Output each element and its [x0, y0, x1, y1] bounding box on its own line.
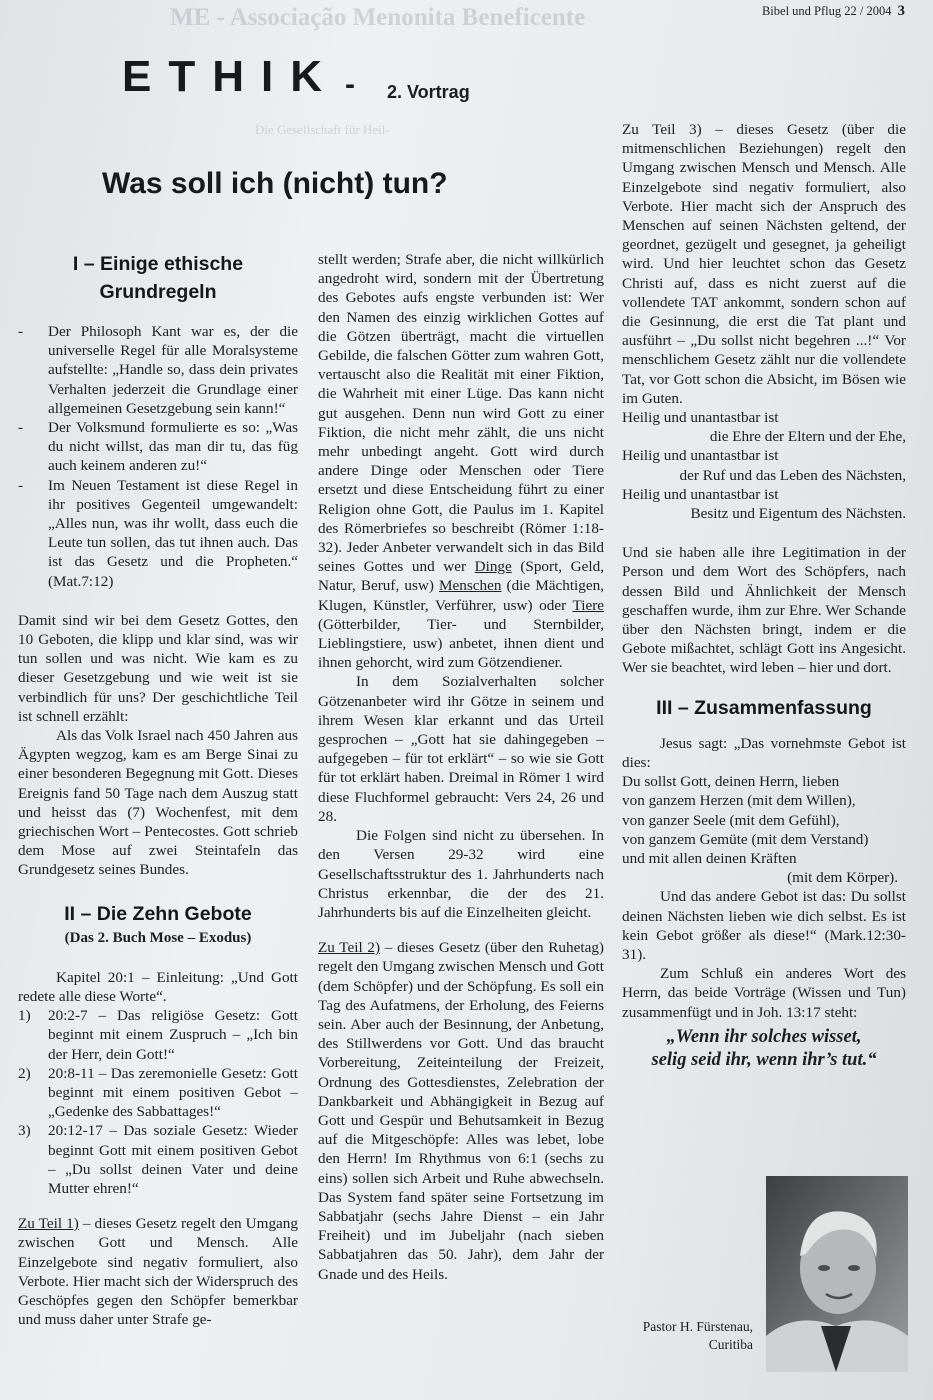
list-item: - Im Neuen Testament ist diese Regel in ihr positives Gegenteil umgewandelt: „Alles nun, was ihr wollt, dass euch die Leute tun sollen, das tut ihnen auch. Das ist das Gesetz und die Propheten.“ (Mat.7:12)	[18, 476, 298, 590]
paragraph: Jesus sagt: „Das vornehmste Gebot ist dies:	[622, 734, 906, 771]
paragraph: Die Folgen sind nicht zu übersehen. In den Versen 29-32 wird eine Gesellschaftsstruktur des 1. Jahrhunderts nach Christus erkennbar, die der des 21. Jahrhunderts bis auf die Einzelheiten gleicht.	[318, 827, 604, 921]
column-2	[318, 250, 604, 1284]
paragraph: stellt werden; Strafe aber, die nicht willkürlich angedroht wird, sondern mit der Übertretung des Gebotes aufs engste verbunden ist: Wer den Namen des einzig wirklichen Gottes auf die Götzen überträgt, macht die virtuellen Gebilde, die falschen Götter zum wahren Gott, vertauscht also die Realität mit einer Fiktion, die Wahrheit mit einer Lüge. Das kann nicht gut ausgehen. Denn nun wird Gott zu einer Fiktion, die nicht mehr zählt, die uns nicht mehr unbedingt angeht. Gott wird durch andere Dinge oder Menschen oder Tiere ersetzt und diese Entscheidung führt zu einer Religion ohne Gott, die Paulus im 1. Kapitel des Römerbriefes so beschreibt (Römer 1:18-32). Jeder Anbeter verwandelt sich in das Bild seines Gottes und wer Dinge (Sport, Geld, Natur, Beruf, usw) Menschen (die Mächtigen, Klugen, Künstler, Verführer, usw) oder Tiere (Götterbilder, Tier- und Sternbilder, Lieblingstiere, usw) anbetet, ihnen dient und ihnen gehorcht, wird zum Götzendiener.	[318, 251, 604, 672]
holy-line: Heilig und unantastbar ist	[622, 409, 779, 427]
quote-line: „Wenn ihr solches wisset,	[666, 1026, 862, 1047]
kicker-dash: -	[345, 68, 355, 101]
lecture-number: 2. Vortrag	[387, 82, 470, 102]
caption-city: Curitiba	[708, 1337, 753, 1352]
holy-line-indent: Besitz und Eigentum des Nächsten.	[690, 505, 906, 523]
paragraph: Zu Teil 1) – dieses Gesetz regelt den Umgang zwischen Gott und Mensch. Alle Einzelgebote sind negativ formuliert, also Verbote. Hier macht sich der Widerspruch des Geschöpfes gegen den Schöpfer bemerkbar und muss daher unter Strafe ge-	[18, 1215, 298, 1329]
commandments-list	[18, 1006, 298, 1198]
list-item: - Der Philosoph Kant war es, der die universelle Regel für alle Moralsysteme aufstellte: „Handle so, dass dein privates Verhalten jederzeit die Grundlage einer allgemeinen Gesetzgebung sein kann!“	[18, 323, 298, 417]
list-item: 3) 20:12-17 – Das soziale Gesetz: Wieder beginnt Gott mit einem positiven Gebot – „Du sollst deinen Vater und deine Mutter ehren!“	[18, 1122, 298, 1197]
part-label: Zu Teil 1)	[18, 1215, 79, 1233]
section-heading-3: III – Zusammenfassung	[656, 696, 872, 719]
paragraph: Zu Teil 2) – dieses Gesetz (über den Ruhetag) regelt den Umgang zwischen Mensch und Gott (dem Schöpfer) und der Schöpfung. Es soll ein Tag des Aufatmens, der Erholung, des Feierns sein. Aber auch der Besinnung, der Anbetung, des Stillwerdens vor Gott. Und das braucht Vorbereitung, Zeiteinteilung der Freizeit, Ordnung des Gottesdienstes, Zelebration der Dankbarkeit und Abhängigkeit in Bezug auf Gott und Gespür und Behutsamkeit in Bezug auf die Mitgeschöpfe: Alles was lebet, lobe den Herrn! Im Rhythmus von 6:1 (sechs zu eins) sollen sich Arbeit und Ruhe abwechseln. Das System fand später seine Fortsetzung im Sabbatjahr (sechs Jahre Dienst – ein Jahr Freiheit) und im Jubeljahr (nach sieben Sabbatjahren das 50. Jahr), dem Jahr der Gnade und des Heils.	[318, 939, 604, 1283]
running-header	[762, 3, 905, 20]
photo-caption	[625, 1318, 753, 1354]
column-3	[622, 120, 906, 1072]
section-subheading-2: (Das 2. Buch Mose – Exodus)	[64, 929, 252, 946]
paragraph: Zu Teil 3) – dieses Gesetz (über die mitmenschlichen Beziehungen) regelt den Umgang zwischen Mensch und Mensch. Alle Einzelgebote sind negativ formuliert, also Verbote. Hier macht sich der Anspruch des Menschen auf seinen Nächsten geltend, der geordnet, gezügelt und gesegnet, ja geheiligt wird. Und hier leuchtet schon das Gesetz Christi auf, dass es nicht zuerst auf die vollendete TAT ankommt, sondern schon auf die Gesinnung, die erst die Tat plant und ausführt – „Du sollst nicht begehren ...!“ Vor menschlichem Gesetz zählt nur die vollendete Tat, vor Gott schon die Absicht, im Bösen wie im Guten.	[622, 121, 906, 407]
holy-line-indent: der Ruf und das Leben des Nächsten,	[679, 466, 906, 484]
keyword-tiere: Tiere	[572, 596, 604, 614]
bleed-through-text-2: Die Gesellschaft für Heil-	[255, 122, 390, 137]
paragraph: Damit sind wir bei dem Gesetz Gottes, den 10 Geboten, die klipp und klar sind, was wir tun sollen und was nicht. Wie kam es zu dieser Gesetzgebung und wie weit ist sie verbindlich für uns? Der geschichtliche Teil ist schnell erzählt:	[18, 611, 298, 725]
paragraph: Als das Volk Israel nach 450 Jahren aus Ägypten wegzog, kam es am Berge Sinai zu einer besonderen Begegnung mit Gott. Dieses Ereignis fand 50 Tage nach dem Auszug statt und heisst das (7) Wochenfest, mit dem griechischen Wort – Pentecostes. Gott schrieb dem Mose auf zwei Steintafeln das Grundgesetz seines Bundes.	[18, 727, 298, 879]
paragraph: Und das andere Gebot ist das: Du sollst deinen Nächsten lieben wie dich selbst. Es ist kein Gebot größer als diese!“ (Mark.12:30-31).	[622, 888, 906, 963]
portrait-illustration	[766, 1176, 908, 1372]
paragraph: In dem Sozialverhalten solcher Götzenanbeter wird ihr Götze in seinem und ihrem Wesen klar erkannt und das Urteil gesprochen – „Gott hat sie dahingegeben – aufgegeben – für tot erklärt“ – so wie sie Gott für tot erklärt haben. Dreimal in Römer 1 wird diese Fluchformel gebraucht: Vers 24, 26 und 28.	[318, 673, 604, 825]
column-1	[18, 250, 298, 1329]
paragraph: Kapitel 20:1 – Einleitung: „Und Gott redete alle diese Worte“.	[18, 968, 298, 1005]
list-item: 1) 20:2-7 – Das religiöse Gesetz: Gott beginnt mit einem Zuspruch – „Ich bin der Herr, dein Gott!“	[18, 1007, 298, 1063]
list-item: 2) 20:8-11 – Das zeremonielle Gesetz: Gott beginnt mit einem positiven Gebot – „Gedenke des Sabbattages!“	[18, 1064, 298, 1121]
keyword-dinge: Dinge	[474, 558, 512, 576]
holy-line: Heilig und unantastbar ist	[622, 485, 779, 503]
paragraph: Zum Schluß ein anderes Wort des Herrn, das beide Vorträge (Wissen und Tun) zusammenfügt und in Joh. 13:17 steht:	[622, 965, 906, 1021]
commandment-line: (mit dem Körper).	[787, 869, 898, 887]
keyword-menschen: Menschen	[439, 577, 502, 595]
bleed-through-text: ME - Associação Menonita Beneficente	[170, 4, 586, 31]
commandment-line: von ganzem Gemüte (mit dem Verstand)	[622, 830, 869, 848]
commandment-line: Du sollst Gott, deinen Herrn, lieben	[622, 773, 840, 791]
quote-line: selig seid ihr, wenn ihr’s tut.“	[651, 1049, 877, 1070]
holy-line: Heilig und unantastbar ist	[622, 447, 779, 465]
article-title: Was soll ich (nicht) tun?	[102, 167, 448, 200]
section-kicker: ETHIK	[122, 52, 339, 101]
list-item: - Der Volksmund formulierte es so: „Was du nicht willst, das man dir tu, das füg auch keinem anderen zu!“	[18, 419, 298, 475]
commandment-line: von ganzem Herzen (mit dem Willen),	[622, 792, 856, 810]
running-header-text: Bibel und Pflug 22 / 2004	[761, 4, 892, 18]
author-portrait	[766, 1176, 908, 1372]
caption-name: Pastor H. Fürstenau,	[642, 1319, 753, 1334]
closing-quote	[622, 1026, 906, 1072]
section-heading-1: I – Einige ethische Grundregeln	[72, 253, 244, 303]
page-number: 3	[897, 3, 905, 19]
commandment-line: und mit allen deinen Kräften	[622, 849, 797, 867]
rules-list	[18, 322, 298, 591]
commandment-line: von ganzer Seele (mit dem Gefühl),	[622, 811, 840, 829]
part-label: Zu Teil 2)	[318, 939, 381, 957]
section-heading-2: II – Die Zehn Gebote	[64, 902, 252, 925]
holy-line-indent: die Ehre der Eltern und der Ehe,	[709, 428, 906, 446]
paragraph: Und sie haben alle ihre Legitimation in der Person und dem Wort des Schöpfers, nach dessen Bild und Ähnlichkeit der Mensch geschaffen wurde, ihm zur Ehre. Wer Schande über den Nächsten bringt, indem er die Gebote mißachtet, schlägt Gott ins Angesicht. Wer sie beachtet, wird leben – hier und dort.	[622, 544, 906, 677]
